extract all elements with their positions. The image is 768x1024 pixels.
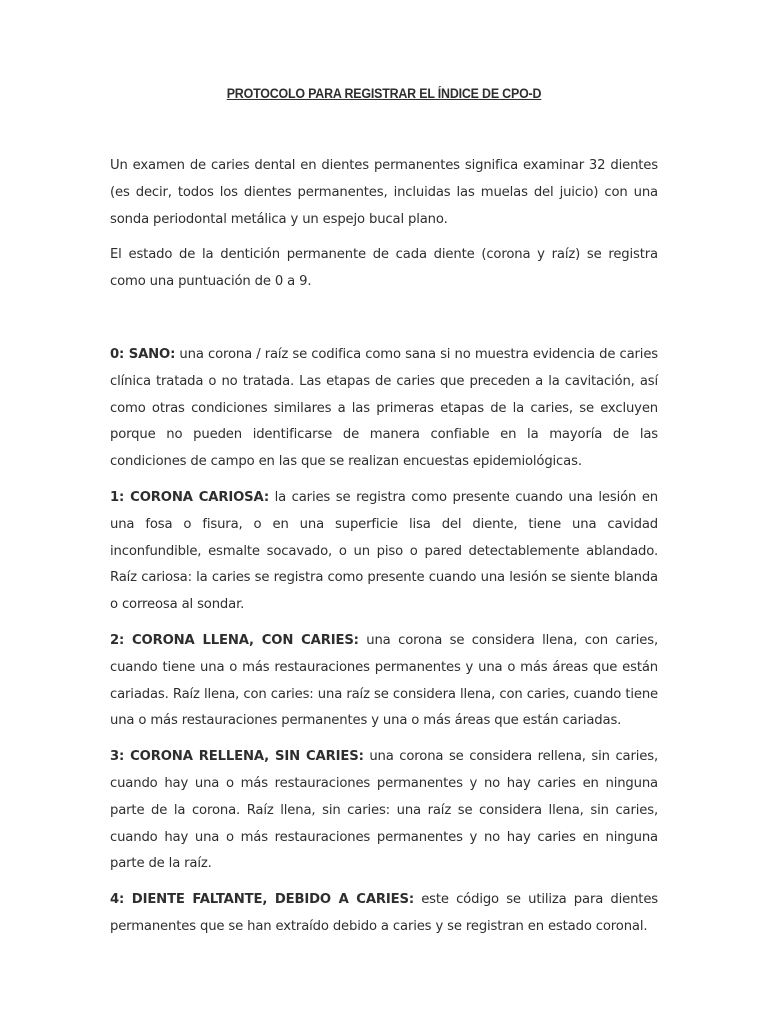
intro-section (110, 153, 658, 296)
code-paragraph (110, 887, 658, 941)
code-text: una corona se considera rellena, sin caries, cuando hay una o más restauraciones permanentes y no hay caries en ninguna parte de la corona. Raíz llena, sin caries: una raíz se considera llena, sin caries, cuando hay una o más restauraciones permanentes y no hay caries en ninguna parte de la raíz. (110, 749, 658, 872)
code-label: 3: CORONA RELLENA, SIN CARIES: (110, 749, 364, 765)
code-text: la caries se registra como presente cuando una lesión en una fosa o fisura, o en una superficie lisa del diente, tiene una cavidad inconfundible, esmalte socavado, o un piso o pared detectablemente ablandado. Raíz cariosa: la caries se registra como presente cuando una lesión se siente blanda o correosa al sondar. (110, 489, 659, 613)
codes-section (110, 342, 658, 941)
intro-paragraph: Un examen de caries dental en dientes permanentes significa examinar 32 dientes (es decir, todos los dientes permanentes, incluidas las muelas del juicio) con una sonda periodontal metálica y un espejo bucal plano. (110, 158, 658, 227)
code-text: este código se utiliza para dientes permanentes que se han extraído debido a caries y se registran en estado coronal. (110, 892, 658, 934)
code-paragraph (110, 628, 658, 735)
code-text: una corona se considera llena, con caries, cuando tiene una o más restauraciones permanentes y una o más áreas que están cariadas. Raíz llena, con caries: una raíz se considera llena, con caries, cuando tiene una o más restauraciones permanentes y una o más áreas que están cariadas. (110, 632, 658, 729)
code-paragraph (110, 342, 658, 476)
intro-paragraph: El estado de la dentición permanente de cada diente (corona y raíz) se registra como una puntuación de 0 a 9. (110, 247, 658, 290)
code-label: 4: DIENTE FALTANTE, DEBIDO A CARIES: (110, 892, 414, 908)
code-label: 1: CORONA CARIOSA: (110, 489, 269, 505)
code-label: 0: SANO: (110, 347, 176, 362)
code-text: una corona / raíz se codifica como sana si no muestra evidencia de caries clínica tratada o no tratada. Las etapas de caries que preceden a la cavitación, así como otras condiciones similares a las primeras etapas de la caries, se excluyen porque no pueden identificarse de manera confiable en la mayoría de las condiciones de campo en las que se realizan encuestas epidemiológicas. (110, 347, 658, 470)
code-paragraph (110, 744, 658, 878)
code-paragraph (110, 485, 658, 619)
code-label: 2: CORONA LLENA, CON CARIES: (110, 632, 359, 648)
document-title: PROTOCOLO PARA REGISTRAR EL ÍNDICE DE CPO-D (226, 86, 542, 101)
